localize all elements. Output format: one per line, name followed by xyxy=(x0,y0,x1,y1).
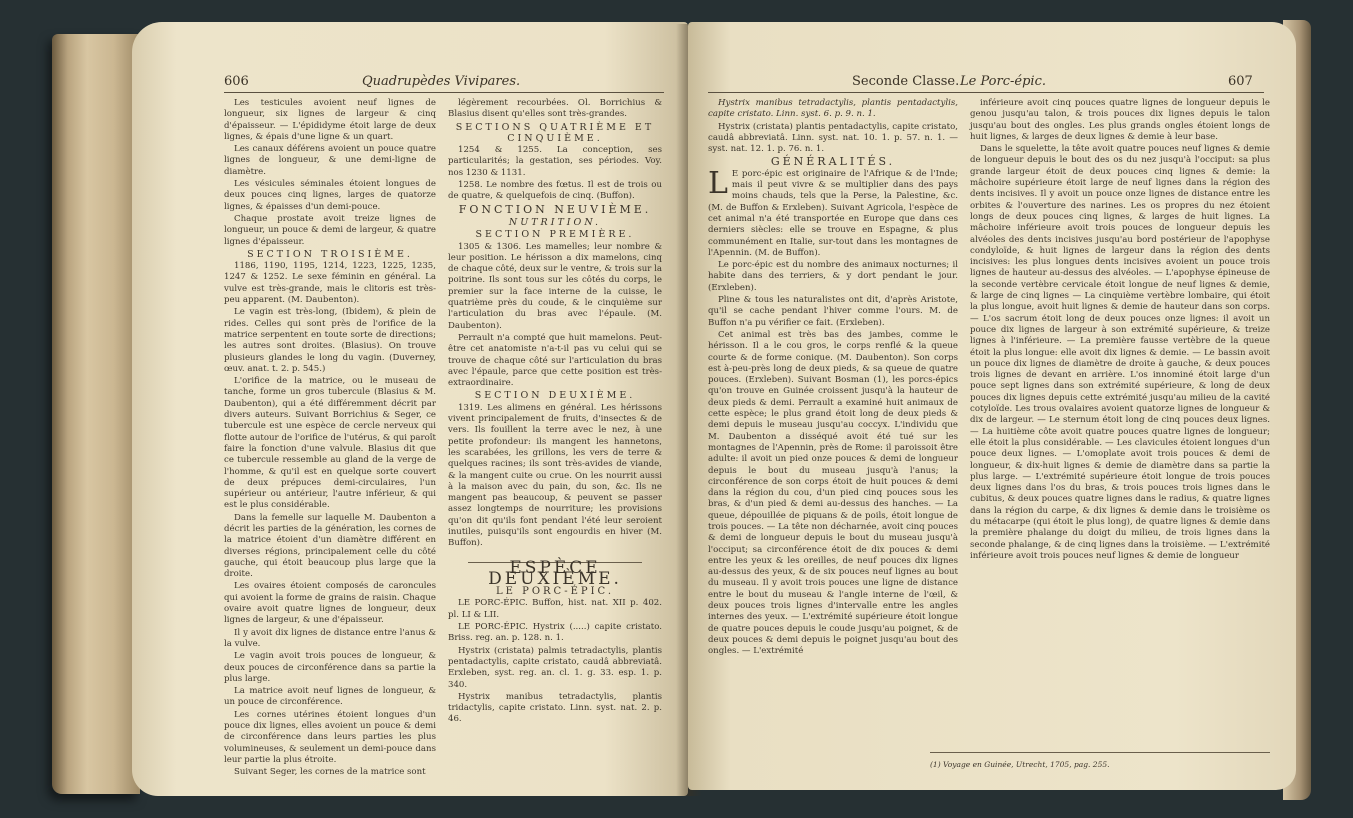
paragraph: LE PORC-ÉPIC. Hystrix (.....) capite cristato. Briss. reg. an. p. 128. n. 1. xyxy=(448,622,662,644)
drop-cap: L xyxy=(708,165,728,201)
paragraph: Dans la femelle sur laquelle M. Daubenton a décrit les parties de la génération, les cornes de la matrice étoient d'un diamètre différent en diverses régions, principalement celle du côté gauche, qui étoit beaucoup plus large que la droite. xyxy=(224,512,436,580)
section-heading: SECTION PREMIÈRE. xyxy=(475,229,635,241)
paragraph: Il y avoit dix lignes de distance entre l'anus & la vulve. xyxy=(224,627,436,649)
section-heading: SECTION DEUXIÈME. xyxy=(474,390,636,402)
left-column-1 xyxy=(224,98,436,780)
paragraph: La matrice avoit neuf lignes de longueur, & un pouce de circonférence. xyxy=(224,686,436,708)
paragraph: Dans le squelette, la tête avoit quatre pouces neuf lignes & demie de longueur depuis le bout des os du nez jusqu'à l'occiput: sa plus grande largeur étoit de deux pouces cinq lignes & demie: la mâchoire supérieure étoit large de neuf lignes dans la région des dents incisives. Il y avoit un pouce onze lignes de distance entre les orbites & l'ouverture des narines. Les os propres du nez étoient longs de deux pouces cinq lignes, & larges de huit lignes. La mâchoire inférieure avoit trois pouces de longueur depuis les alvéoles des dents incisives jusqu'au bord postérieur de l'apophyse condyloïde, & huit lignes de largeur dans la région des dents incisives: les plus longues dents incisives avoient un pouce trois lignes de hauteur au-dessus des alvéoles. — L'apophyse épineuse de la seconde vertèbre cervicale étoit longue de neuf lignes & demie, & large de cinq lignes — La cinquième vertèbre lombaire, qui étoit la plus longue, avoit huit lignes & demie de hauteur dans son corps. — L'os sacrum étoit long de deux pouces onze lignes: il avoit un pouce dix lignes de largeur à son extrémité supérieure, & treize lignes à l'inférieure. — La première fausse vertèbre de la queue étoit la plus longue: elle avoit dix lignes & demie. — Le bassin avoit un pouce dix lignes de diamètre de droite à gauche, & deux pouces trois lignes de devant en arrière. L'os innominé étoit large d'un pouce sept lignes dans son extrémité supérieure, & long de deux pouces dix lignes depuis cette extrémité jusqu'au milieu de la cavité cotyloïde. Les trous ovalaires avoient quatorze lignes de longueur & dix de largeur. — Le sternum étoit long de cinq pouces deux lignes. — La huitième côte avoit quatre pouces quatre lignes de longueur; elle étoit la plus considérable. — Les clavicules étoient longues d'un pouce deux lignes. — L'omoplate avoit trois pouces & demi de longueur, & dix-huit lignes & demie de diamètre dans sa partie la plus large. — L'extrémité supérieure étoit longue de trois pouces deux lignes dans l'os du bras, & trois pouces trois lignes dans le cubitus, & deux pouces quatre lignes dans le radius, & quatre lignes dans la région du carpe, & dix lignes & demie dans le troisième os du métacarpe (qui étoit le plus long), de quatre lignes & demie dans la première phalange du doigt du milieu, de trois lignes dans la seconde phalange, & de cinq lignes dans la troisième. — L'extrémité inférieure avoit trois pouces neuf lignes & demie de longueur xyxy=(970,144,1270,561)
paragraph: 1319. Les alimens en général. Les hérissons vivent principalement de fruits, d'insectes & de vers. Ils fouillent la terre avec le nez, à une petite profondeur: ils mangent les hannetons, les scarabées, les grillons, les vers de terre & quelques racines; ils sont très-avides de viande, & la mangent cuite ou crue. On les nourrit aussi à la maison avec du pain, du son, &c. Ils ne mangent pas beaucoup, & peuvent se passer assez longtemps de nourriture; les provisions qu'on dit qu'ils font pendant l'été leur seroient inutiles, puisqu'ils sont engourdis en hiver (M. Buffon). xyxy=(448,402,662,549)
paragraph: Hystrix manibus tetradactylis, plantis tridactylis, capite cristato. Linn. syst. nat. 2. p. 46. xyxy=(448,691,662,725)
left-page-number: 606 xyxy=(224,74,249,89)
paragraph: Les canaux déférens avoient un pouce quatre lignes de longueur, & une demi-ligne de diamètre. xyxy=(224,144,436,177)
species-subtitle: LE PORC-ÉPIC. xyxy=(495,586,615,598)
paragraph: Les ovaires étoient composés de caroncules qui avoient la forme de grains de raisin. Chaque ovaire avoit quatre lignes de longueur, deux lignes de largeur, & une d'épaisseur. xyxy=(224,581,436,626)
paragraph xyxy=(708,165,958,259)
function-heading: FONCTION NEUVIÈME. xyxy=(458,202,652,216)
paragraph: L'orifice de la matrice, ou le museau de tanche, forme un gros tubercule (Blasius & M. Daubenton), qui a été différemment décrit par divers auteurs. Suivant Borrichius & Seger, ce tubercule est une espèce de cercle nerveux qui flotte autour de l'orifice de l'utérus, & qui paroît faire la fonction d'une valvule. Blasius dit que ce tubercule ressemble au gland de la verge de l'homme, & qu'il est en quelque sorte couvert de deux prépuces demi-circulaires, l'un supérieur ou antérieur, l'autre inférieur, & qui est le plus considérable. xyxy=(224,376,436,511)
paragraph: Perrault n'a compté que huit mamelons. Peut-être cet anatomiste n'a-t-il pas vu celui qui se trouve de chaque côté sur l'articulation du bras avec l'épaule, parce que cette position est très-extraordinaire. xyxy=(448,332,662,389)
paragraph: Cet animal est très bas des jambes, comme le hérisson. Il a le cou gros, le corps renflé & la queue courte & de forme conique. (M. Daubenton). Son corps est à-peu-près long de deux pieds, & sa queue de quatre pouces. (Erxleben). Suivant Bosman (1), les porcs-épics qu'on trouve en Guinée croissent jusqu'à la hauteur de deux pieds & demi. Perrault a examiné huit animaux de cette espèce; le plus grand étoit long de deux pieds & demi depuis le museau jusqu'au coccyx. L'individu que M. Daubenton a disséqué avoit été tué sur les montagnes de l'Apennin, près de Rome: il paroissoit être adulte: il avoit un pied onze pouces & demi de longueur depuis le bout du museau jusqu'à l'anus; la circonférence de son corps étoit de huit pouces & demi dans la région du cou, d'un pied cinq pouces sous les bras, & d'un pied & demi au-dessus des hanches. — La queue, dépouillée de piquans & de poils, étoit longue de trois pouces. — La tête non décharnée, avoit cinq pouces & demi de longueur depuis le bout du museau jusqu'à l'occiput; sa circonférence étoit de dix pouces & demi entre les yeux & les oreilles, de neuf pouces dix lignes au-dessus des yeux, & de six pouces neuf lignes au bout du museau. Il y avoit trois pouces une ligne de distance entre le bout du museau & l'angle interne de l'œil, & deux pouces trois lignes d'intervalle entre les angles internes des yeux. — L'extrémité supérieure étoit longue de quatre pouces depuis le coude jusqu'au poignet, & de deux pouces & demi depuis le poignet jusqu'au bout des ongles. — L'extrémité xyxy=(708,329,958,657)
left-column-2 xyxy=(448,98,662,727)
paragraph: légèrement recourbées. Ol. Borrichius & Blasius disent qu'elles sont très-grandes. xyxy=(448,98,662,120)
right-header-rule xyxy=(708,92,1264,93)
paragraph: Chaque prostate avoit treize lignes de longueur, un pouce & demi de largeur, & quatre lignes d'épaisseur. xyxy=(224,213,436,247)
right-column-1 xyxy=(708,98,958,659)
right-column-2 xyxy=(970,98,1270,563)
section-heading: GÉNÉRALITÉS. xyxy=(770,155,896,169)
paragraph: Les testicules avoient neuf lignes de longueur, six lignes de largeur & cinq d'épaisseur. — L'épididyme étoit large de deux lignes, & épais d'une ligne & un quart. xyxy=(224,98,436,142)
paragraph: Hystrix (cristata) plantis pentadactylis, capite cristato, caudâ abbreviatâ. Linn. syst. nat. 10. 1. p. 57. n. 1. — syst. nat. 12. 1. p. 76. n. 1. xyxy=(708,121,958,155)
section-heading: SECTIONS QUATRIÈME ET CINQUIÈME. xyxy=(455,121,655,144)
paragraph: Hystrix manibus tetradactylis, plantis pentadactylis, capite cristato. Linn. syst. 6. p. 9. n. 1. xyxy=(708,98,958,120)
right-page xyxy=(688,22,1296,790)
footnote: (1) Voyage en Guinée, Utrecht, 1705, pag. 255. xyxy=(930,760,1110,769)
left-page xyxy=(132,22,688,796)
footnote-rule xyxy=(930,752,1270,753)
function-subheading: NUTRITION. xyxy=(508,216,602,228)
paragraph: Les cornes utérines étoient longues d'un pouce dix lignes, elles avoient un pouce & demi de circonférence dans leurs parties les plus volumineuses, & seulement un demi-pouce dans leur partie la plus étroite. xyxy=(224,709,436,765)
paragraph: Pline & tous les naturalistes ont dit, d'après Aristote, qu'il se cache pendant l'hiver comme l'ours. M. de Buffon n'a pu vérifier ce fait. (Erxleben). xyxy=(708,295,958,328)
paragraph: 1305 & 1306. Les mamelles; leur nombre & leur position. Le hérisson a dix mamelons, cinq de chaque côté, deux sur le ventre, & trois sur la poitrine. Ils sont tous sur les côtés du corps, le premier sur la face interne de la cuisse, le quatrième près du coude, & le cinquième sur l'articulation du bras avec l'épaule. (M. Daubenton). xyxy=(448,241,662,331)
section-heading: SECTION TROISIÈME. xyxy=(247,248,413,260)
left-running-head: Quadrupèdes Vivipares. xyxy=(362,74,521,89)
species-title: ESPÈCE DEUXIÈME. xyxy=(488,557,622,589)
paragraph: LE PORC-ÉPIC. Buffon, hist. nat. XII p. 402. pl. LI & LII. xyxy=(448,598,662,620)
paragraph: Le porc-épic est du nombre des animaux nocturnes; il habite dans des terriers, & y dort pendant le jour. (Erxleben). xyxy=(708,260,958,293)
paragraph-text: E porc-épic est originaire de l'Afrique & de l'Inde; mais il peut vivre & se multiplier dans des pays moins chauds, tels que la Perse, la Palestine, &c. (M. de Buffon & Erxleben). Suivant Agricola, l'espèce de cet animal n'a été transportée en Europe que dans ces derniers siècles: elle se trouve en Espagne, & plus communément en Italie, sur-tout dans les montagnes de l'Apennin. (M. de Buffon). xyxy=(708,168,958,258)
paragraph: inférieure avoit cinq pouces quatre lignes de longueur depuis le genou jusqu'au talon, & trois pouces dix lignes depuis le talon jusqu'au bout des ongles. Les plus grands ongles étoient longs de huit lignes, & larges de deux lignes & demie à leur base. xyxy=(970,98,1270,142)
right-page-number: 607 xyxy=(1228,74,1253,89)
paragraph: 1254 & 1255. La conception, ses particularités; la gestation, ses périodes. Voy. nos 1230 & 1131. xyxy=(448,145,662,178)
paragraph: Suivant Seger, les cornes de la matrice sont xyxy=(234,767,426,778)
paragraph: Hystrix (cristata) palmis tetradactylis, plantis pentadactylis, capite cristato, caudâ abbreviatâ. Erxleben, syst. reg. an. cl. 1. g. 33. esp. 1. p. 340. xyxy=(448,645,662,690)
right-running-head-class: Seconde Classe. xyxy=(852,74,960,89)
paragraph: Les vésicules séminales étoient longues de deux pouces cinq lignes, larges de quatorze lignes, & épaisses d'un demi-pouce. xyxy=(224,179,436,212)
book-edge-left xyxy=(52,34,140,794)
paragraph: 1186, 1190, 1195, 1214, 1223, 1225, 1235, 1247 & 1252. Le sexe féminin en général. La vulve est très-grande, mais le clitoris est très-peu apparent. (M. Daubenton). xyxy=(224,261,436,306)
paragraph: Le vagin est très-long, (Ibidem), & plein de rides. Celles qui sont près de l'orifice de la matrice serpentent en toute sorte de directions; les autres sont droites. (Blasius). On trouve plusieurs glandes le long du vagin. (Duverney, œuv. anat. t. 2. p. 545.) xyxy=(224,307,436,374)
paragraph: Le vagin avoit trois pouces de longueur, & deux pouces de circonférence dans sa partie la plus large. xyxy=(224,651,436,684)
paragraph: 1258. Le nombre des fœtus. Il est de trois ou de quatre, & quelquefois de cinq. (Buffon). xyxy=(448,180,662,202)
right-running-head-title: Le Porc-épic. xyxy=(960,74,1046,89)
left-header-rule xyxy=(224,92,664,93)
